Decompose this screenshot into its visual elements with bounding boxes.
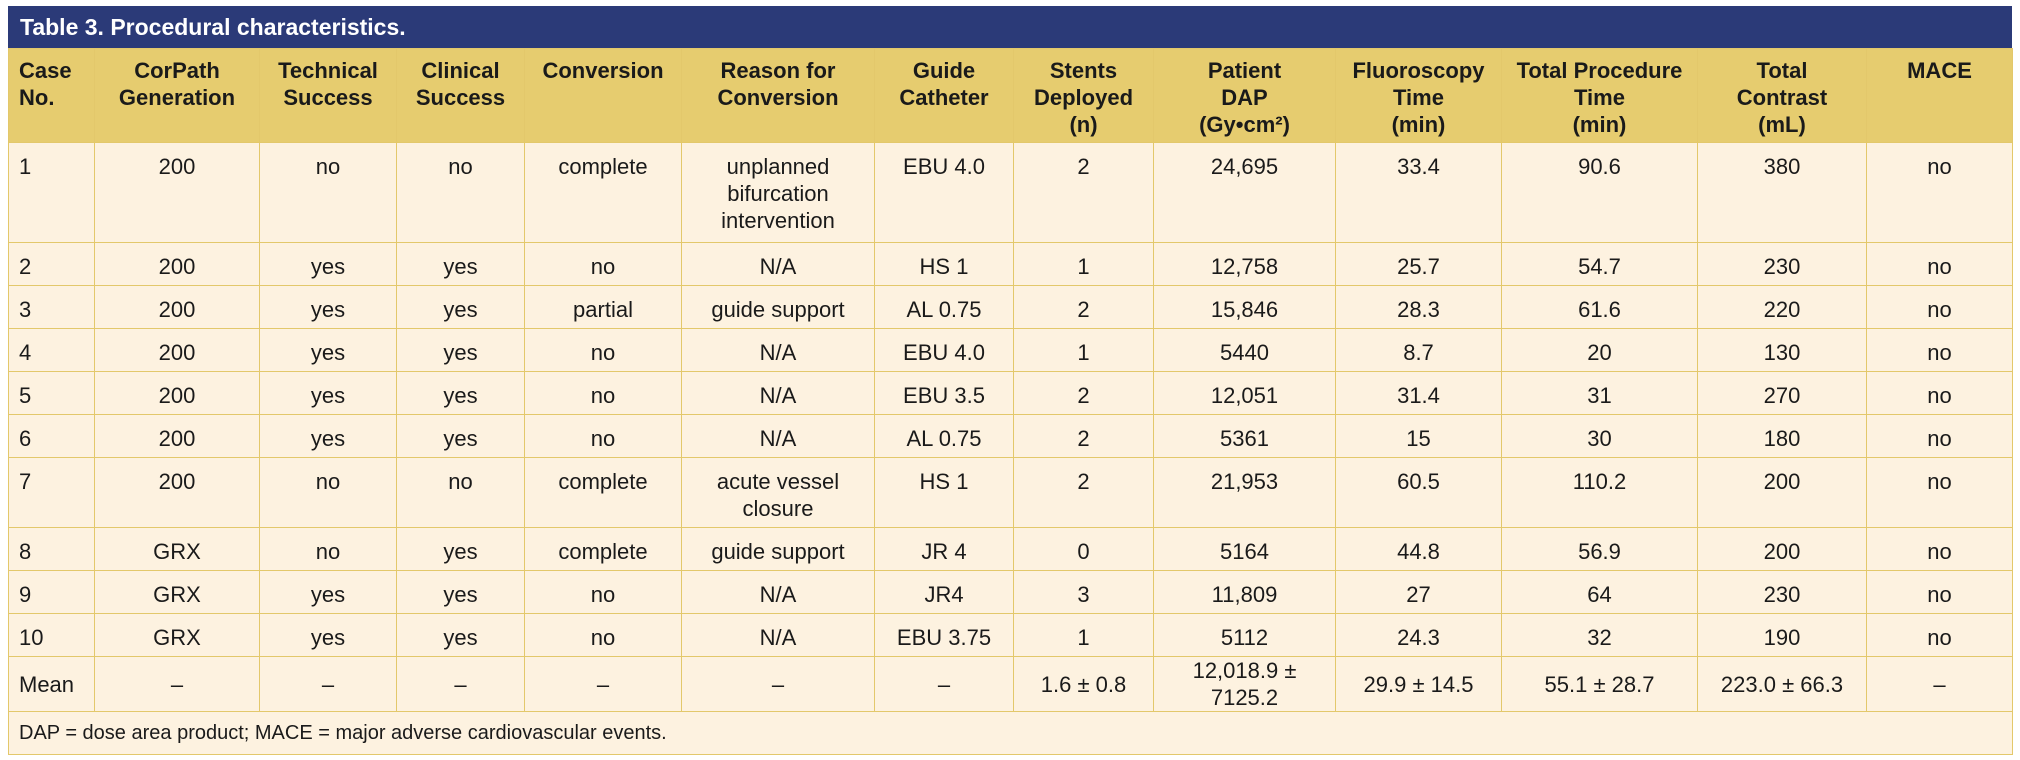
table-cell: GRX <box>95 571 260 614</box>
table-cell: no <box>1867 329 2013 372</box>
table-row <box>9 458 2013 528</box>
table-cell: unplanned bifurcation intervention <box>682 143 875 243</box>
table-cell: 2 <box>1014 372 1154 415</box>
table-cell: 8.7 <box>1336 329 1502 372</box>
table-cell: no <box>525 329 682 372</box>
table-cell: 56.9 <box>1502 528 1698 571</box>
table-cell: N/A <box>682 571 875 614</box>
column-header <box>682 49 875 143</box>
column-header-line: Success <box>283 85 373 110</box>
table-cell: HS 1 <box>875 458 1014 528</box>
table-cell: yes <box>260 329 397 372</box>
table-cell: 200 <box>95 143 260 243</box>
table-cell: 60.5 <box>1336 458 1502 528</box>
column-header <box>95 49 260 143</box>
table-cell: 200 <box>95 415 260 458</box>
mean-cell: – <box>95 657 260 712</box>
table-cell: 32 <box>1502 614 1698 657</box>
table-cell: no <box>1867 286 2013 329</box>
table-header <box>9 49 2013 143</box>
table-cell: yes <box>260 415 397 458</box>
column-header-line: Total Procedure <box>1516 58 1683 83</box>
column-header-line: Catheter <box>899 85 989 110</box>
table-cell: 24,695 <box>1154 143 1336 243</box>
table-row <box>9 329 2013 372</box>
table-cell: 200 <box>95 243 260 286</box>
table-cell: 380 <box>1698 143 1867 243</box>
table-cell: 2 <box>1014 458 1154 528</box>
table-cell: guide support <box>682 286 875 329</box>
mean-cell: – <box>682 657 875 712</box>
table-cell: 2 <box>1014 415 1154 458</box>
column-header-line: DAP <box>1221 85 1268 110</box>
table-cell: AL 0.75 <box>875 415 1014 458</box>
table-cell: EBU 4.0 <box>875 329 1014 372</box>
table-cell: no <box>1867 528 2013 571</box>
column-header-line: Patient <box>1207 58 1282 83</box>
table-row <box>9 415 2013 458</box>
table-cell: no <box>397 458 525 528</box>
column-header-line: (mL) <box>1758 112 1806 137</box>
table-cell: 6 <box>9 415 95 458</box>
table-cell: 2 <box>1014 286 1154 329</box>
column-header-line: (n) <box>1069 112 1098 137</box>
mean-cell: 223.0 ± 66.3 <box>1698 657 1867 712</box>
mean-cell: 12,018.9 ± 7125.2 <box>1154 657 1336 712</box>
table-cell: 270 <box>1698 372 1867 415</box>
column-header <box>1336 49 1502 143</box>
column-header <box>397 49 525 143</box>
column-header-line: Conversion <box>542 58 664 83</box>
table-cell: 2 <box>9 243 95 286</box>
table-row <box>9 571 2013 614</box>
column-header <box>1154 49 1336 143</box>
table-cell: 64 <box>1502 571 1698 614</box>
table-cell: no <box>525 415 682 458</box>
table-cell: 5112 <box>1154 614 1336 657</box>
table-cell: 0 <box>1014 528 1154 571</box>
column-header-line: Fluoroscopy <box>1352 58 1485 83</box>
table-cell: partial <box>525 286 682 329</box>
mean-cell: – <box>260 657 397 712</box>
table-cell: 90.6 <box>1502 143 1698 243</box>
table-cell: 2 <box>1014 143 1154 243</box>
column-header-line: Time <box>1393 85 1444 110</box>
table-row <box>9 243 2013 286</box>
table-cell: 24.3 <box>1336 614 1502 657</box>
table-cell: yes <box>397 286 525 329</box>
table-cell: EBU 3.5 <box>875 372 1014 415</box>
table-cell: no <box>525 614 682 657</box>
table-cell: 200 <box>95 458 260 528</box>
table-cell: 200 <box>95 286 260 329</box>
column-header-line: Reason for <box>720 58 836 83</box>
column-header-line: Technical <box>278 58 378 83</box>
table-cell: JR4 <box>875 571 1014 614</box>
table-cell: 10 <box>9 614 95 657</box>
table-cell: EBU 4.0 <box>875 143 1014 243</box>
column-header-line: CorPath <box>134 58 220 83</box>
column-header <box>525 49 682 143</box>
table-cell: complete <box>525 528 682 571</box>
table-cell: N/A <box>682 372 875 415</box>
table-row <box>9 286 2013 329</box>
table-cell: yes <box>397 571 525 614</box>
table-cell: yes <box>397 243 525 286</box>
column-header-line: Stents <box>1049 58 1118 83</box>
table-cell: yes <box>397 528 525 571</box>
table-row <box>9 614 2013 657</box>
table-cell: yes <box>260 286 397 329</box>
table-cell: N/A <box>682 243 875 286</box>
table-cell: 4 <box>9 329 95 372</box>
table-row <box>9 372 2013 415</box>
mean-cell: Mean <box>9 657 95 712</box>
column-header <box>1014 49 1154 143</box>
table-cell: acute vessel closure <box>682 458 875 528</box>
mean-cell: – <box>875 657 1014 712</box>
table-cell: 200 <box>1698 528 1867 571</box>
table-cell: 5440 <box>1154 329 1336 372</box>
table-cell: 31.4 <box>1336 372 1502 415</box>
column-header-line: MACE <box>1907 58 1972 83</box>
mean-cell: 55.1 ± 28.7 <box>1502 657 1698 712</box>
table-cell: 7 <box>9 458 95 528</box>
table-cell: 15,846 <box>1154 286 1336 329</box>
table-cell: JR 4 <box>875 528 1014 571</box>
table-cell: complete <box>525 143 682 243</box>
table-cell: yes <box>397 372 525 415</box>
table-cell: 230 <box>1698 243 1867 286</box>
column-header <box>1698 49 1867 143</box>
table-row <box>9 528 2013 571</box>
table-cell: 200 <box>1698 458 1867 528</box>
table-cell: 11,809 <box>1154 571 1336 614</box>
column-header-line: Deployed <box>1033 85 1134 110</box>
table-cell: yes <box>397 415 525 458</box>
table-cell: 31 <box>1502 372 1698 415</box>
table-cell: 200 <box>95 372 260 415</box>
column-header-line: Case <box>19 58 72 83</box>
table-cell: 33.4 <box>1336 143 1502 243</box>
table-cell: no <box>260 458 397 528</box>
table-cell: 25.7 <box>1336 243 1502 286</box>
table-cell: GRX <box>95 614 260 657</box>
table-cell: yes <box>260 243 397 286</box>
column-header-line: Contrast <box>1736 85 1828 110</box>
mean-cell: – <box>397 657 525 712</box>
table-cell: 5164 <box>1154 528 1336 571</box>
table-cell: 5361 <box>1154 415 1336 458</box>
column-header-line: Guide <box>912 58 976 83</box>
table-cell: 8 <box>9 528 95 571</box>
table-cell: yes <box>260 571 397 614</box>
table-cell: yes <box>260 614 397 657</box>
table-cell: yes <box>260 372 397 415</box>
table-cell: no <box>1867 415 2013 458</box>
table-cell: complete <box>525 458 682 528</box>
column-header-line: Success <box>415 85 506 110</box>
table-cell: yes <box>397 329 525 372</box>
column-header <box>1502 49 1698 143</box>
table-cell: 15 <box>1336 415 1502 458</box>
column-header <box>9 49 95 143</box>
table-cell: no <box>260 528 397 571</box>
column-header-line: (min) <box>1391 112 1446 137</box>
table-body <box>9 143 2013 755</box>
footnote: DAP = dose area product; MACE = major adverse cardiovascular events. <box>9 712 2013 755</box>
table-cell: 27 <box>1336 571 1502 614</box>
table-cell: 20 <box>1502 329 1698 372</box>
column-header-line: Time <box>1574 85 1625 110</box>
table-row <box>9 143 2013 243</box>
header-row <box>9 49 2013 143</box>
column-header <box>875 49 1014 143</box>
table-cell: 230 <box>1698 571 1867 614</box>
table-container <box>8 6 2012 755</box>
table-cell: yes <box>397 614 525 657</box>
column-header-line: (Gy•cm²) <box>1199 112 1290 137</box>
footnote-row <box>9 712 2013 755</box>
mean-cell: 29.9 ± 14.5 <box>1336 657 1502 712</box>
table-cell: 12,051 <box>1154 372 1336 415</box>
table-cell: N/A <box>682 614 875 657</box>
column-header-line: Conversion <box>717 85 839 110</box>
table-cell: guide support <box>682 528 875 571</box>
table-cell: no <box>525 243 682 286</box>
table-cell: no <box>1867 458 2013 528</box>
table-cell: 61.6 <box>1502 286 1698 329</box>
table-cell: 220 <box>1698 286 1867 329</box>
table-cell: no <box>1867 614 2013 657</box>
table-cell: no <box>1867 143 2013 243</box>
column-header-line: Total <box>1756 58 1808 83</box>
mean-cell: 1.6 ± 0.8 <box>1014 657 1154 712</box>
column-header-line: (min) <box>1572 112 1627 137</box>
table-cell: 1 <box>9 143 95 243</box>
table-title: Table 3. Procedural characteristics. <box>8 6 2012 48</box>
table-cell: 1 <box>1014 614 1154 657</box>
table-cell: no <box>1867 243 2013 286</box>
table-cell: 44.8 <box>1336 528 1502 571</box>
table-cell: 1 <box>1014 329 1154 372</box>
table-cell: no <box>260 143 397 243</box>
table-cell: 5 <box>9 372 95 415</box>
table-cell: no <box>1867 571 2013 614</box>
table-cell: no <box>525 571 682 614</box>
table-cell: 21,953 <box>1154 458 1336 528</box>
column-header-line: No. <box>19 85 55 110</box>
table-cell: HS 1 <box>875 243 1014 286</box>
table-cell: 180 <box>1698 415 1867 458</box>
table-cell: no <box>1867 372 2013 415</box>
table-cell: 3 <box>9 286 95 329</box>
column-header-line: Generation <box>118 85 236 110</box>
table-cell: 12,758 <box>1154 243 1336 286</box>
table-cell: 3 <box>1014 571 1154 614</box>
table-cell: N/A <box>682 415 875 458</box>
table-cell: 9 <box>9 571 95 614</box>
table-cell: 54.7 <box>1502 243 1698 286</box>
table-cell: EBU 3.75 <box>875 614 1014 657</box>
table-cell: 200 <box>95 329 260 372</box>
table-cell: 190 <box>1698 614 1867 657</box>
mean-row <box>9 657 2013 712</box>
table-cell: 30 <box>1502 415 1698 458</box>
procedural-table <box>8 48 2013 755</box>
table-cell: 28.3 <box>1336 286 1502 329</box>
mean-cell: – <box>525 657 682 712</box>
column-header <box>260 49 397 143</box>
table-cell: AL 0.75 <box>875 286 1014 329</box>
table-cell: 1 <box>1014 243 1154 286</box>
column-header <box>1867 49 2013 143</box>
table-cell: 110.2 <box>1502 458 1698 528</box>
table-cell: 130 <box>1698 329 1867 372</box>
mean-cell: – <box>1867 657 2013 712</box>
table-cell: N/A <box>682 329 875 372</box>
table-cell: no <box>397 143 525 243</box>
table-cell: no <box>525 372 682 415</box>
table-cell: GRX <box>95 528 260 571</box>
column-header-line: Clinical <box>421 58 500 83</box>
